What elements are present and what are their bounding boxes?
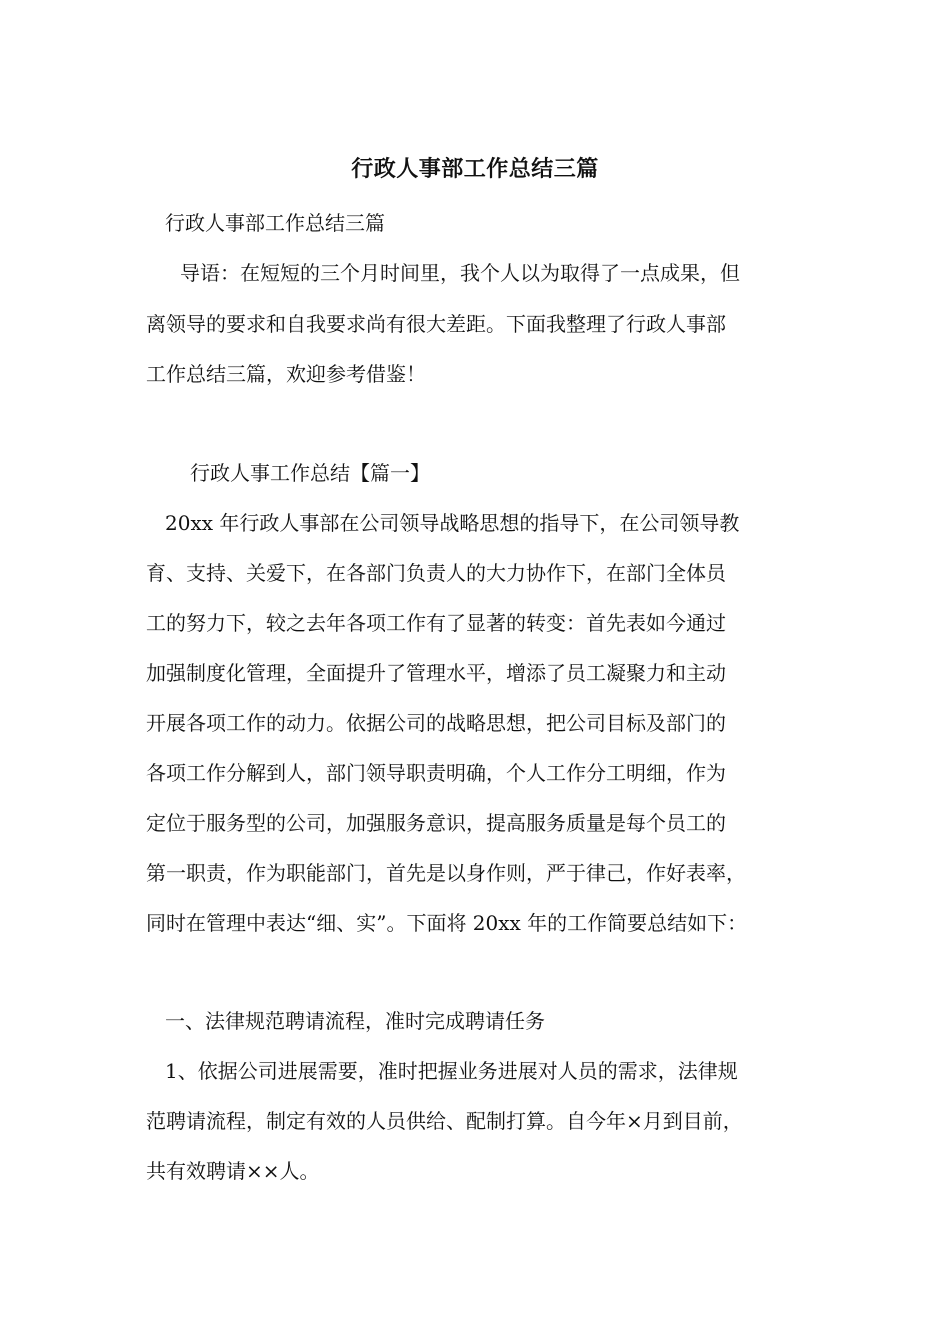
section1-line-9: 同时在管理中表达“细、实”。下面将 20xx 年的工作简要总结如下： <box>146 911 748 935</box>
section1-line-5: 开展各项工作的动力。依据公司的战略思想，把公司目标及部门的 <box>146 711 726 735</box>
item1-line-3: 共有效聘请××人。 <box>146 1159 320 1183</box>
item1-line-2: 范聘请流程，制定有效的人员供给、配制打算。自今年×月到目前， <box>146 1109 743 1133</box>
section1-line-6: 各项工作分解到人，部门领导职责明确，个人工作分工明细，作为 <box>146 761 726 785</box>
intro-line-3: 工作总结三篇，欢迎参考借鉴！ <box>146 362 426 386</box>
section1-heading: 行政人事工作总结【篇一】 <box>190 461 430 485</box>
section1-line-8: 第一职责，作为职能部门，首先是以身作则，严于律己，作好表率， <box>146 861 746 885</box>
intro-line-2: 离领导的要求和自我要求尚有很大差距。下面我整理了行政人事部 <box>146 312 726 336</box>
document-subtitle: 行政人事部工作总结三篇 <box>165 211 385 235</box>
document-title: 行政人事部工作总结三篇 <box>351 156 599 182</box>
part1-heading: 一、法律规范聘请流程，准时完成聘请任务 <box>165 1009 545 1033</box>
section1-line-7: 定位于服务型的公司，加强服务意识，提高服务质量是每个员工的 <box>146 811 726 835</box>
intro-line-1: 导语：在短短的三个月时间里，我个人以为取得了一点成果，但 <box>180 261 740 285</box>
item1-line-1: 1、依据公司进展需要，准时把握业务进展对人员的需求，法律规 <box>165 1059 738 1083</box>
section1-line-3: 工的努力下，较之去年各项工作有了显著的转变：首先表如今通过 <box>146 611 726 635</box>
section1-line-2: 育、支持、关爱下，在各部门负责人的大力协作下，在部门全体员 <box>146 561 726 585</box>
section1-line-4: 加强制度化管理，全面提升了管理水平，增添了员工凝聚力和主动 <box>146 661 726 685</box>
section1-line-1: 20xx 年行政人事部在公司领导战略思想的指导下，在公司领导教 <box>165 511 740 535</box>
